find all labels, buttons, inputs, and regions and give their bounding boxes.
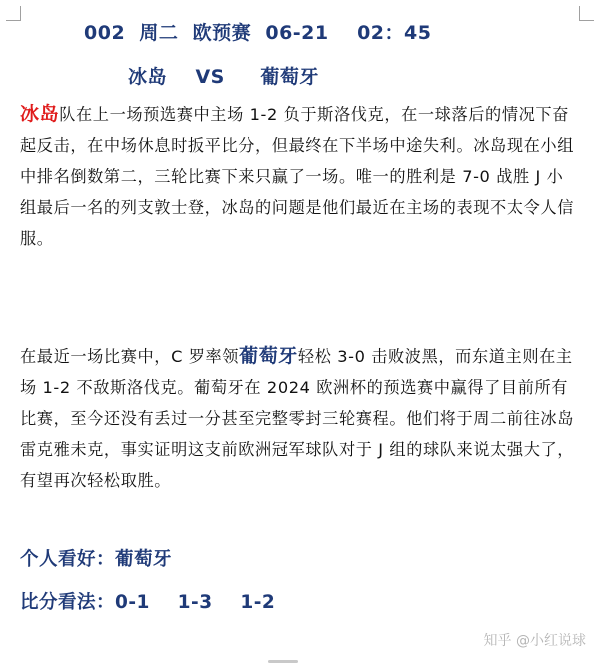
portugal-paragraph-text: 轻松 3-0 击败波黑，而东道主则在主场 1-2 不敌斯洛伐克。葡萄牙在 2024 欧洲杯的预选赛中赢得了目前所有比赛，至今还没有丢过一分甚至完整零封三轮赛程。他们将于周二前往冰岛雷克雅未克，事实证明这支前欧洲冠军球队对于 J 组的球队来说太强大了，有望再次轻松取胜。 [20, 347, 575, 490]
portugal-paragraph-lead: 在最近一场比赛中，C 罗率领 [20, 347, 240, 366]
zhihu-watermark: 知乎 @小红说球 [483, 633, 586, 649]
corner-mark-top-right [579, 6, 594, 21]
portugal-highlight: 葡萄牙 [239, 345, 298, 367]
score-prediction: 比分看法：0-1 1-3 1-2 [20, 592, 276, 613]
teams-line: 冰岛 VS 葡萄牙 [128, 66, 319, 88]
iceland-highlight: 冰岛 [20, 103, 60, 125]
iceland-paragraph [20, 99, 580, 254]
match-info-line: 002 周二 欧预赛 06-21 02：45 [84, 22, 432, 44]
bottom-scroll-indicator [268, 660, 298, 663]
iceland-paragraph-text: 队在上一场预选赛中主场 1-2 负于斯洛伐克，在一球落后的情况下奋起反击，在中场休息时扳平比分，但最终在下半场中途失利。冰岛现在小组中排名倒数第二，三轮比赛下来只赢了一场。唯一的胜利是 7-0 战胜 J 小组最后一名的列支敦士登，冰岛的问题是他们最近在主场的表现不太令人信服。 [20, 105, 574, 248]
portugal-paragraph [20, 341, 580, 496]
personal-pick: 个人看好：葡萄牙 [20, 549, 173, 570]
corner-mark-top-left [6, 6, 21, 21]
